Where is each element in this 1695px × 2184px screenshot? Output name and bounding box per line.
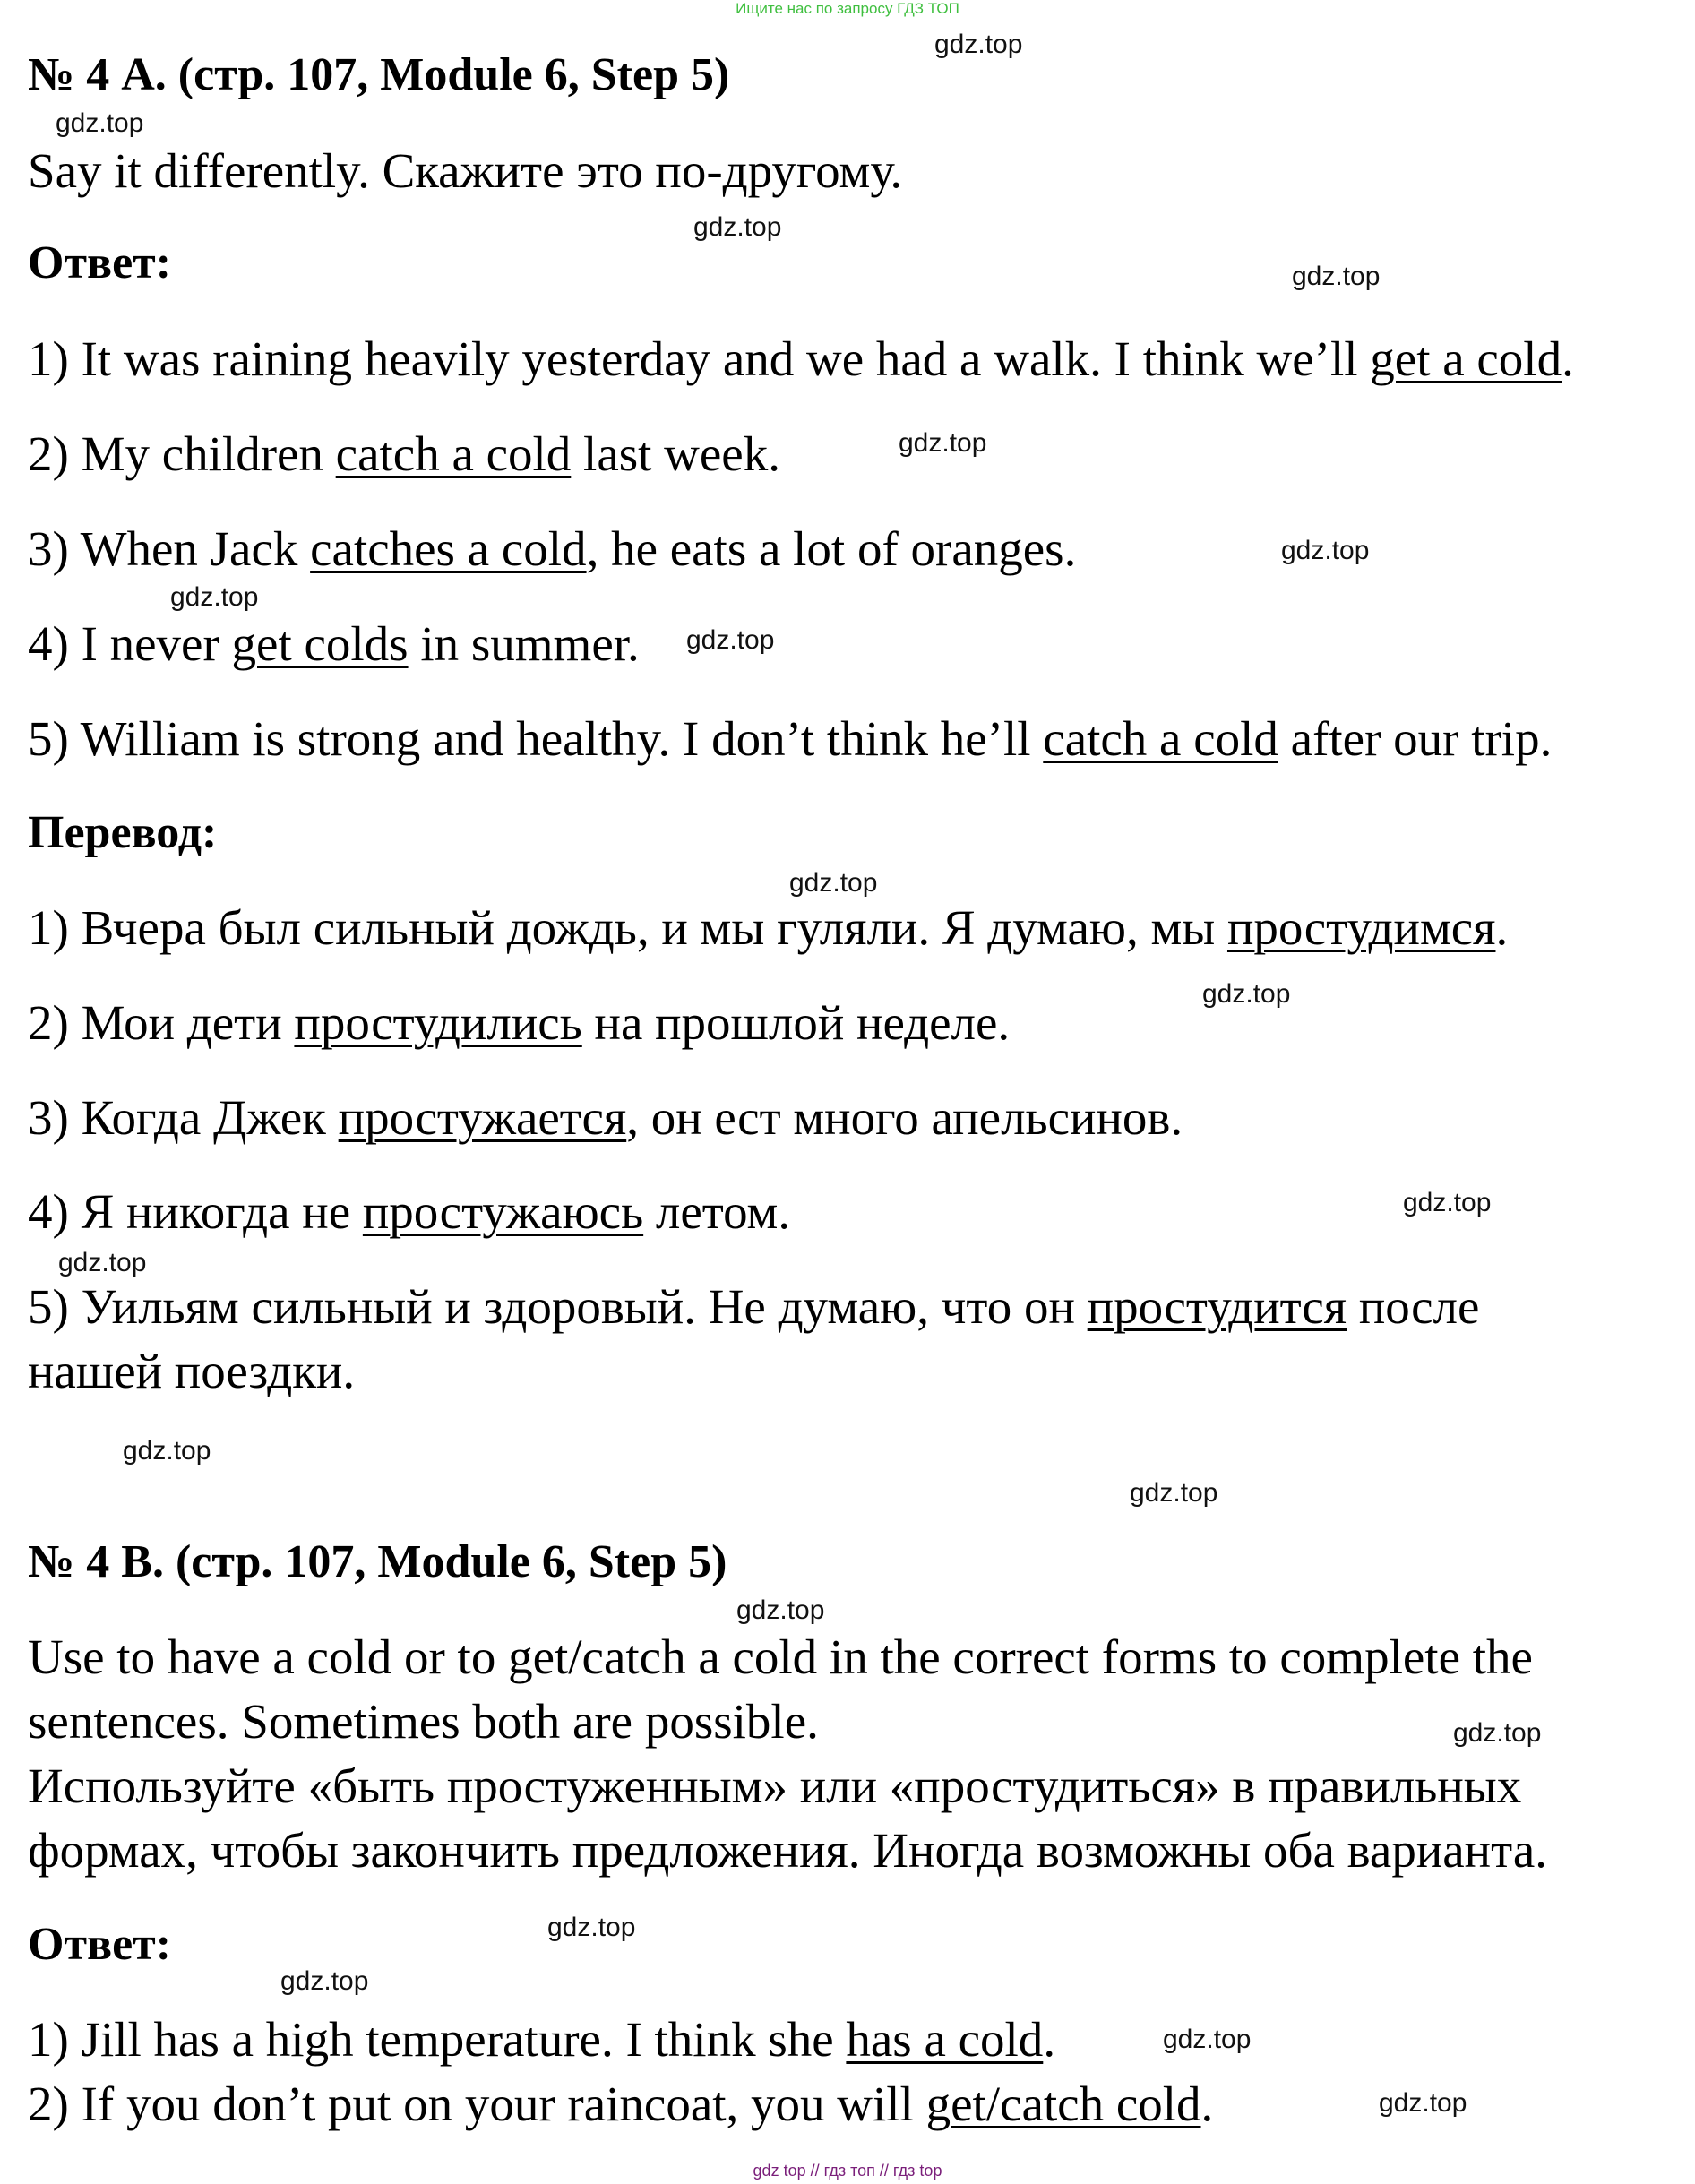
answer-b-2: 2) If you don’t put on your raincoat, you will get/catch cold. [28, 2077, 1214, 2131]
watermark: gdz.top [1130, 1478, 1218, 1508]
translation-1: 1) Вчера был сильный дождь, и мы гуляли. Я думаю, мы простудимся. [28, 900, 1509, 955]
top-banner: Ищите нас по запросу ГДЗ ТОП [736, 0, 959, 17]
answer-a-1: 1) It was raining heavily yesterday and we had a walk. I think we’ll get a cold. [28, 331, 1574, 386]
watermark: gdz.top [1453, 1718, 1542, 1748]
underlined-phrase: catch a cold [335, 426, 572, 481]
section-b-instruction-ru-2: формах, чтобы закончить предложения. Иногда возможны оба варианта. [28, 1823, 1547, 1878]
section-b-instruction-ru-1: Используйте «быть простуженным» или «простудиться» в правильных [28, 1758, 1522, 1813]
watermark: gdz.top [693, 212, 782, 242]
underlined-phrase: catch a cold [1043, 711, 1278, 766]
watermark: gdz.top [789, 868, 878, 898]
underlined-phrase: простужается [338, 1090, 627, 1145]
translation-4: 4) Я никогда не простужаюсь летом. [28, 1184, 791, 1239]
translation-3: 3) Когда Джек простужается, он ест много апельсинов. [28, 1090, 1183, 1145]
watermark: gdz.top [1281, 536, 1370, 565]
underlined-phrase: простудимся [1226, 900, 1496, 955]
underlined-phrase: catches a cold [310, 521, 587, 576]
watermark: gdz.top [58, 1248, 147, 1277]
watermark: gdz.top [686, 625, 775, 655]
watermark: gdz.top [934, 30, 1023, 59]
section-a-instruction: Say it differently. Скажите это по-другому. [28, 143, 903, 198]
underlined-phrase: простудились [294, 995, 582, 1050]
bottom-banner: gdz top // гдз топ // гдз top [753, 2162, 942, 2180]
watermark: gdz.top [736, 1595, 825, 1625]
underlined-phrase: простудится [1087, 1279, 1347, 1334]
watermark: gdz.top [56, 108, 144, 138]
section-a-heading: № 4 А. (стр. 107, Module 6, Step 5) [28, 49, 730, 100]
watermark: gdz.top [547, 1913, 636, 1942]
section-b-instruction-en-2: sentences. Sometimes both are possible. [28, 1694, 819, 1749]
translation-5-continuation: нашей поездки. [28, 1344, 356, 1398]
watermark: gdz.top [280, 1966, 369, 1996]
underlined-phrase: get a cold [1370, 331, 1562, 386]
answer-a-3: 3) When Jack catches a cold, he eats a lot of oranges. [28, 521, 1077, 576]
watermark: gdz.top [1403, 1188, 1492, 1217]
underlined-phrase: get/catch cold [925, 2077, 1201, 2131]
answer-a-2: 2) My children catch a cold last week. [28, 426, 780, 481]
underlined-phrase: has a cold [846, 2012, 1044, 2067]
translation-2: 2) Мои дети простудились на прошлой неделе. [28, 995, 1011, 1050]
section-b-instruction-en-1: Use to have a cold or to get/catch a cold in the correct forms to complete the [28, 1629, 1533, 1684]
section-a-answer-label: Ответ: [28, 237, 172, 288]
watermark: gdz.top [170, 582, 259, 612]
translation-5: 5) Уильям сильный и здоровый. Не думаю, что он простудится после [28, 1279, 1480, 1334]
underlined-phrase: get colds [231, 616, 409, 671]
watermark: gdz.top [1379, 2088, 1467, 2118]
answer-a-5: 5) William is strong and healthy. I don’t think he’ll catch a cold after our trip. [28, 711, 1553, 766]
watermark: gdz.top [1163, 2025, 1252, 2054]
watermark: gdz.top [123, 1436, 211, 1466]
watermark: gdz.top [1202, 979, 1291, 1009]
watermark: gdz.top [1292, 262, 1381, 291]
section-b-heading: № 4 В. (стр. 107, Module 6, Step 5) [28, 1536, 727, 1587]
answer-a-4: 4) I never get colds in summer. [28, 616, 640, 671]
underlined-phrase: простужаюсь [362, 1184, 644, 1239]
section-b-answer-label: Ответ: [28, 1919, 172, 1970]
answer-b-1: 1) Jill has a high temperature. I think she has a cold. [28, 2012, 1056, 2067]
watermark: gdz.top [899, 428, 987, 458]
translation-label: Перевод: [28, 807, 218, 858]
